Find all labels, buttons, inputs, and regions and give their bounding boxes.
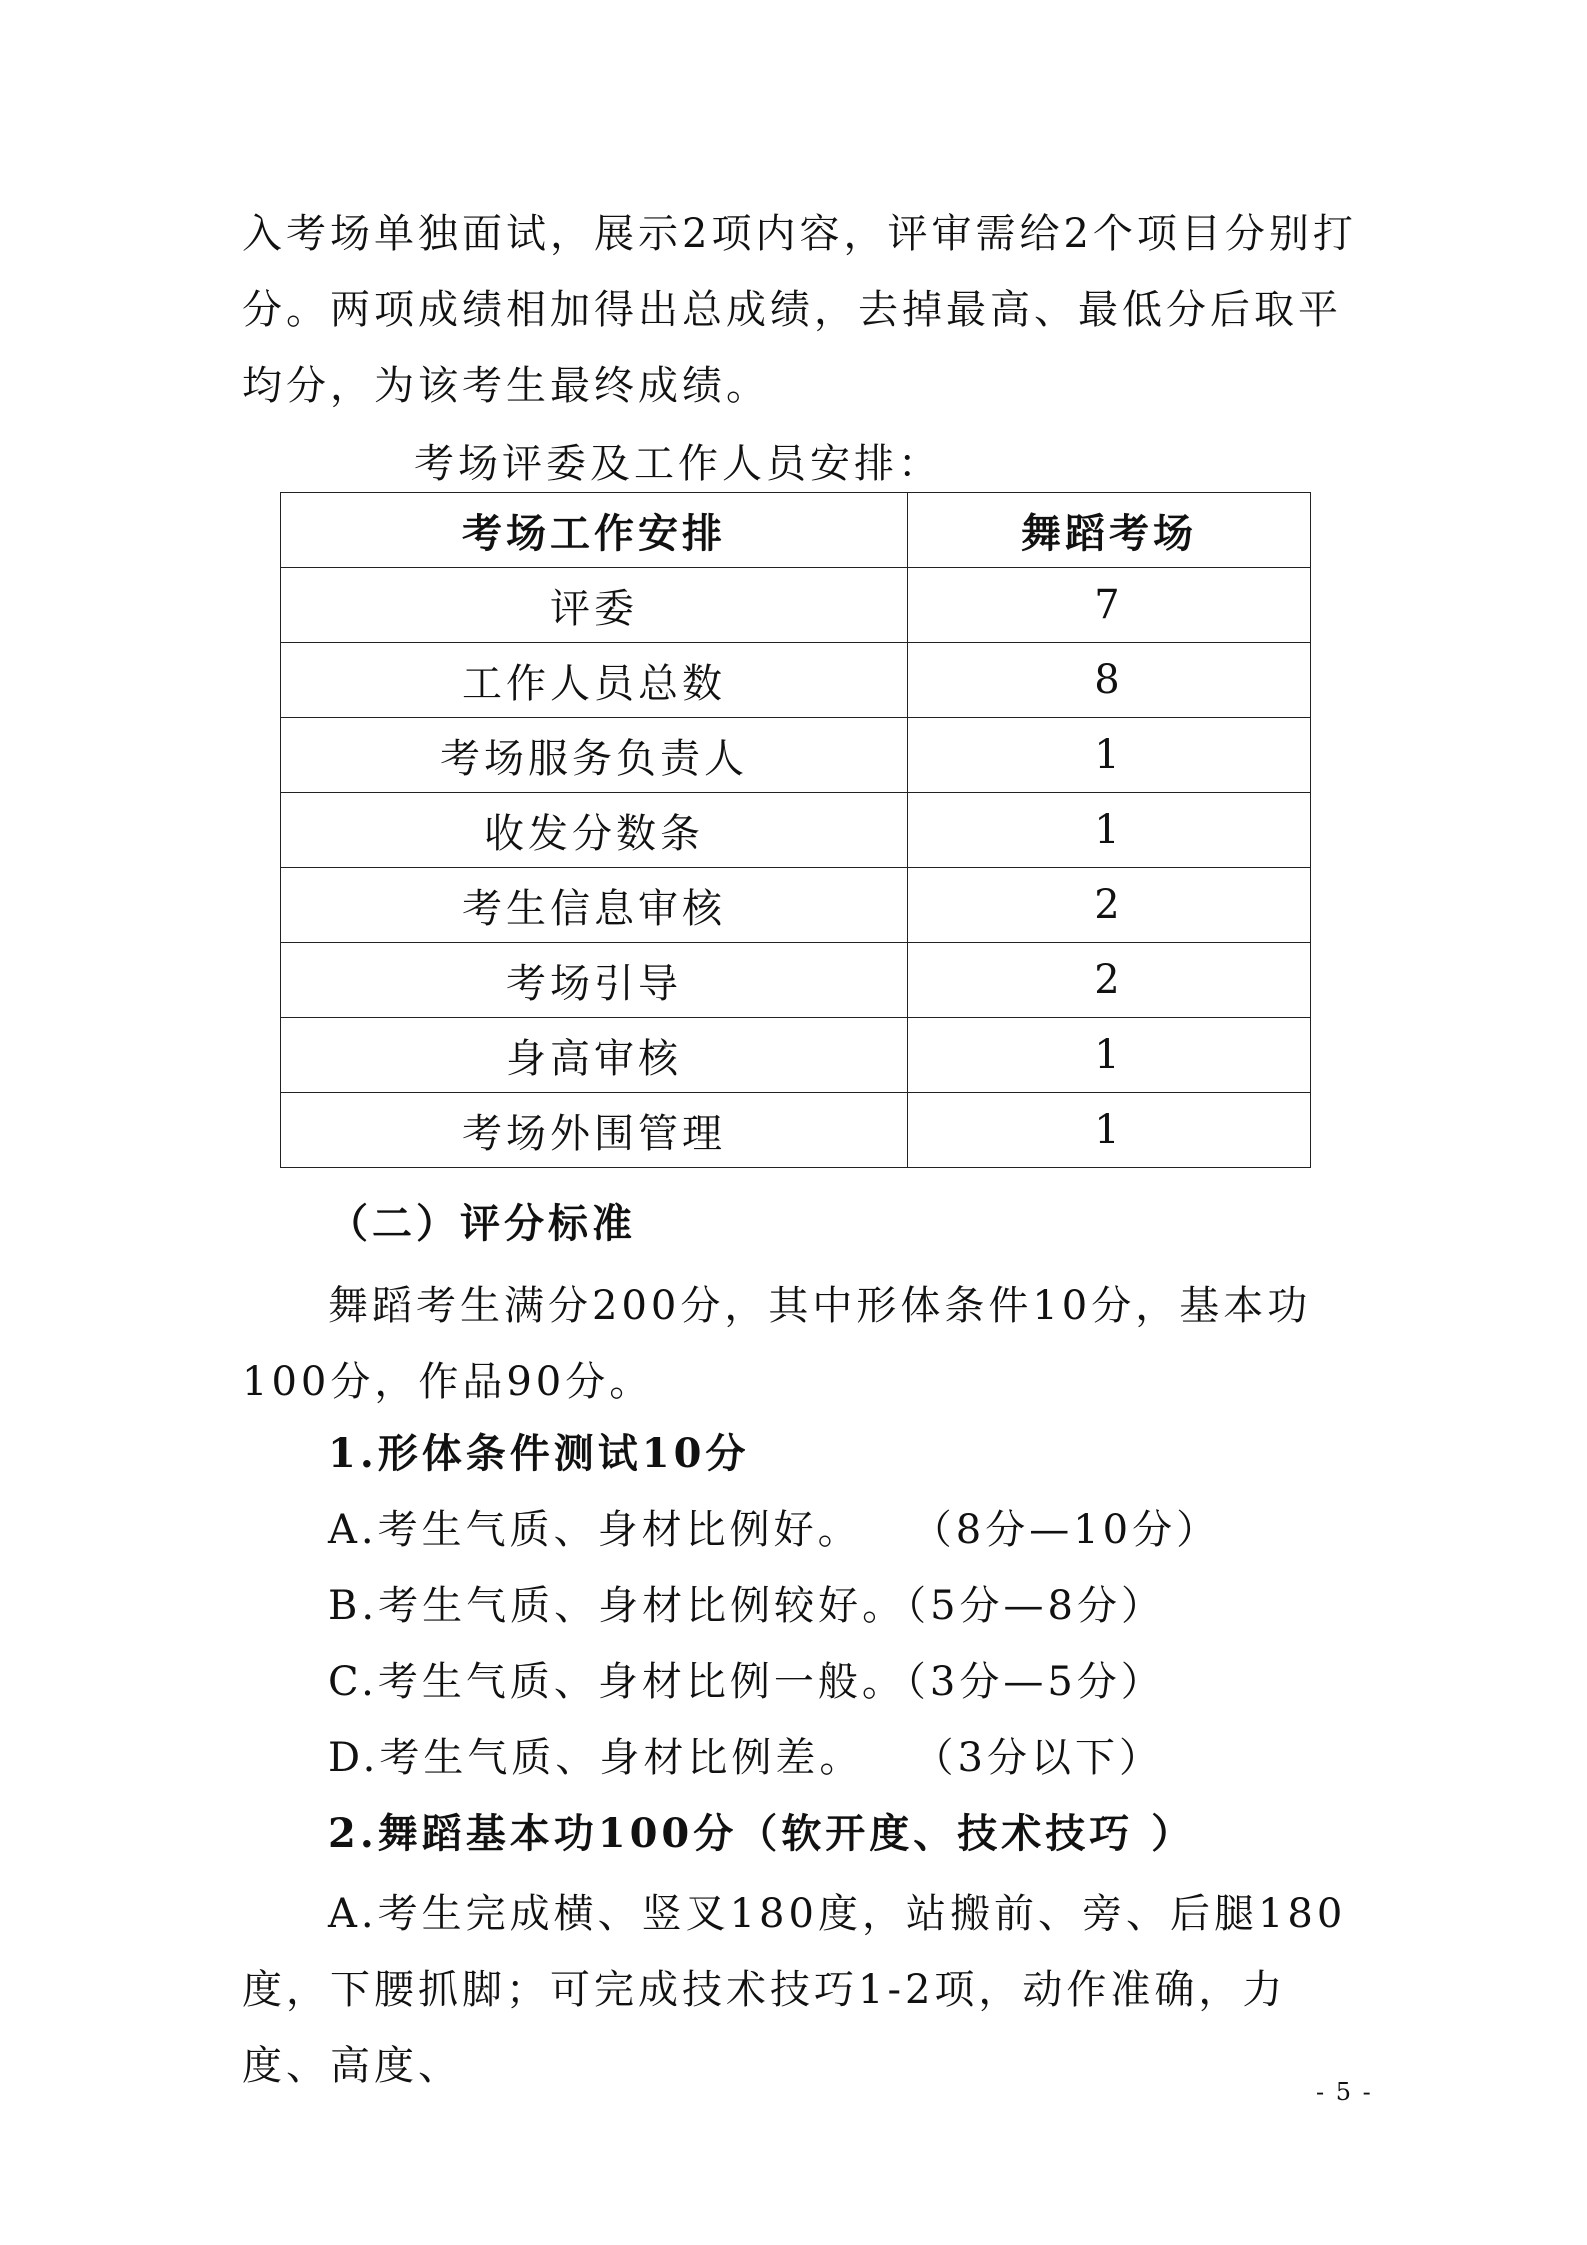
section-heading-scoring: （二）评分标准: [328, 1200, 636, 1247]
header-arrangement: 考场工作安排: [281, 493, 908, 568]
staff-arrangement-table: [280, 492, 1311, 1168]
page-number: - 5 -: [1316, 2078, 1373, 2106]
table-header-row: [281, 493, 1311, 568]
item1-heading: 1.形体条件测试10分: [328, 1430, 750, 1477]
table-row: [281, 943, 1311, 1018]
staff-table-caption: 考场评委及工作人员安排：: [414, 441, 942, 487]
row-role: 身高审核: [281, 1018, 908, 1093]
row-role: 考场引导: [281, 943, 908, 1018]
table-row: [281, 1018, 1311, 1093]
row-count: 1: [908, 1093, 1311, 1168]
table-row: [281, 643, 1311, 718]
row-count: 1: [908, 1018, 1311, 1093]
row-count: 1: [908, 793, 1311, 868]
item1-option-d: D.考生气质、身材比例差。 （3分以下）: [328, 1735, 1163, 1781]
row-role: 收发分数条: [281, 793, 908, 868]
row-role: 考场服务负责人: [281, 718, 908, 793]
item2-paragraph: A.考生完成横、竖叉180度，站搬前、旁、后腿180度，下腰抓脚；可完成技术技巧1-2项，动作准确，力度、高度、: [242, 1891, 1347, 2089]
row-role: 评委: [281, 568, 908, 643]
table-row: [281, 718, 1311, 793]
row-count: 8: [908, 643, 1311, 718]
item1-option-a: A.考生气质、身材比例好。 （8分—10分）: [328, 1507, 1221, 1553]
item1-option-c: C.考生气质、身材比例一般。（3分—5分）: [328, 1659, 1165, 1705]
row-role: 工作人员总数: [281, 643, 908, 718]
row-count: 7: [908, 568, 1311, 643]
row-count: 1: [908, 718, 1311, 793]
header-dance-room: 舞蹈考场: [908, 493, 1311, 568]
row-role: 考生信息审核: [281, 868, 908, 943]
scoring-paragraph: 舞蹈考生满分200分，其中形体条件10分，基本功100分，作品90分。: [242, 1283, 1312, 1405]
item1-option-b: B.考生气质、身材比例较好。（5分—8分）: [328, 1583, 1166, 1629]
table-row: [281, 568, 1311, 643]
table-row: [281, 793, 1311, 868]
row-count: 2: [908, 868, 1311, 943]
table-row: [281, 868, 1311, 943]
intro-paragraph: 入考场单独面试，展示2项内容，评审需给2个项目分别打分。两项成绩相加得出总成绩，去掉最高、最低分后取平均分，为该考生最终成绩。: [242, 211, 1357, 409]
table-row: [281, 1093, 1311, 1168]
row-count: 2: [908, 943, 1311, 1018]
row-role: 考场外围管理: [281, 1093, 908, 1168]
item2-heading: 2.舞蹈基本功100分（软开度、技术技巧 ）: [328, 1810, 1196, 1857]
